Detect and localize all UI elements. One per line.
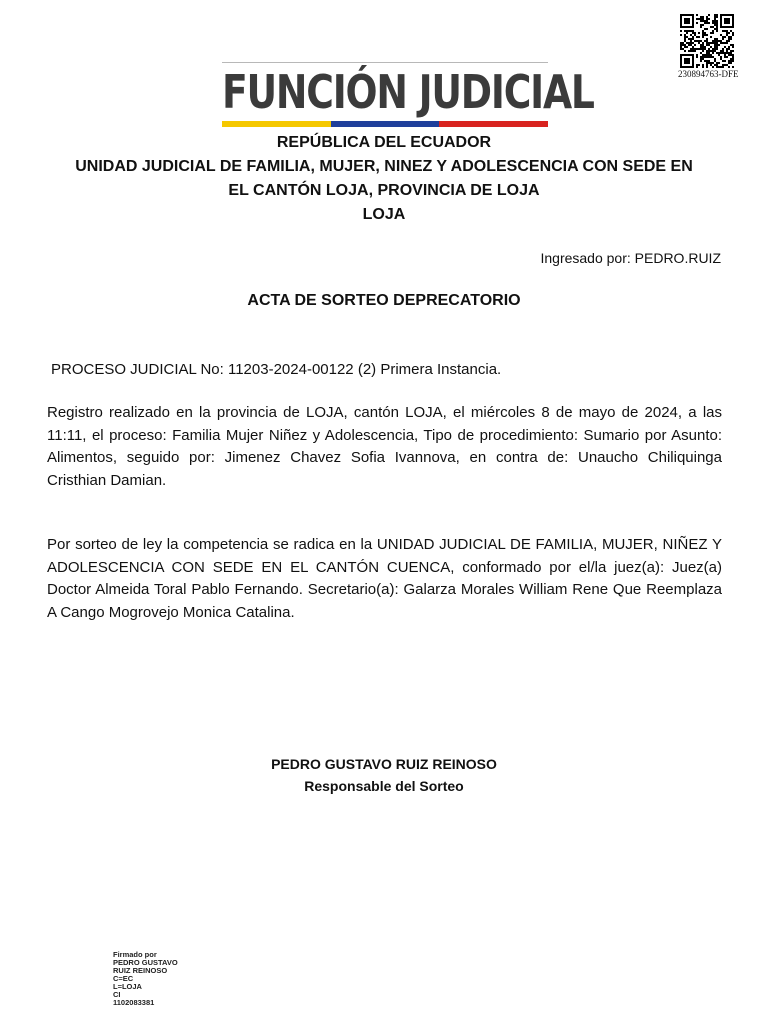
- competence-paragraph: Por sorteo de ley la competencia se radica en la UNIDAD JUDICIAL DE FAMILIA, MUJER, NIÑEZ Y ADOLESCENCIA CON SEDE EN EL CANTÓN CUENCA, conformado por el/la juez(a): Juez(a) Doctor Almeida Toral Pablo Fernando. Secretario(a): Galarza Morales William Rene Que Reemplaza A Cango Mogrovejo Monica Catalina.: [47, 536, 722, 621]
- logo-text: FUNCIÓN JUDICIAL: [222, 65, 594, 119]
- stamp-line: 1102083381: [113, 998, 155, 1007]
- flag-red-stripe: [439, 121, 548, 127]
- registration-paragraph: Registro realizado en la provincia de LOJA, cantón LOJA, el miércoles 8 de mayo de 2024, a las 11:11, el proceso: Familia Mujer Niñez y Adolescencia, Tipo de procedimiento: Sumario por Asunto: Alimentos, seguido por: Jimenez Chavez Sofia Ivannova, en contra de: Unaucho Chiliquinga Cristhian Damian.: [47, 404, 722, 489]
- stamp-line: CI: [113, 990, 121, 999]
- stamp-line: C=EC: [113, 974, 134, 983]
- stamp-line: RUIZ REINOSO: [113, 966, 168, 975]
- signer-role: Responsable del Sorteo: [304, 778, 464, 794]
- signer-name: PEDRO GUSTAVO RUIZ REINOSO: [271, 756, 497, 772]
- stamp-line: L=LOJA: [113, 982, 142, 991]
- header-unit-line2: EL CANTÓN LOJA, PROVINCIA DE LOJA: [228, 182, 540, 199]
- funcion-judicial-logo: [222, 62, 594, 127]
- stamp-line: Firmado por: [113, 950, 157, 959]
- header-unit-line1: UNIDAD JUDICIAL DE FAMILIA, MUJER, NINEZ Y ADOLESCENCIA CON SEDE EN: [75, 158, 693, 175]
- flag-yellow-stripe: [222, 121, 331, 127]
- header-city: LOJA: [362, 206, 406, 223]
- qr-code-text: 230894763-DFE: [678, 69, 739, 79]
- flag-color-bar: [222, 121, 548, 127]
- entered-by-text: Ingresado por: PEDRO.RUIZ: [540, 250, 721, 266]
- qr-code-image: [680, 14, 734, 68]
- case-number-line: PROCESO JUDICIAL No: 11203-2024-00122 (2) Primera Instancia.: [51, 361, 502, 378]
- logo-top-rule: [222, 62, 548, 63]
- document-title: ACTA DE SORTEO DEPRECATORIO: [247, 292, 521, 309]
- digital-signature-stamp: [113, 951, 178, 1007]
- qr-code-block: [678, 14, 750, 79]
- header-republic: REPÚBLICA DEL ECUADOR: [276, 134, 492, 151]
- stamp-line: PEDRO GUSTAVO: [113, 958, 178, 967]
- flag-blue-stripe: [331, 121, 440, 127]
